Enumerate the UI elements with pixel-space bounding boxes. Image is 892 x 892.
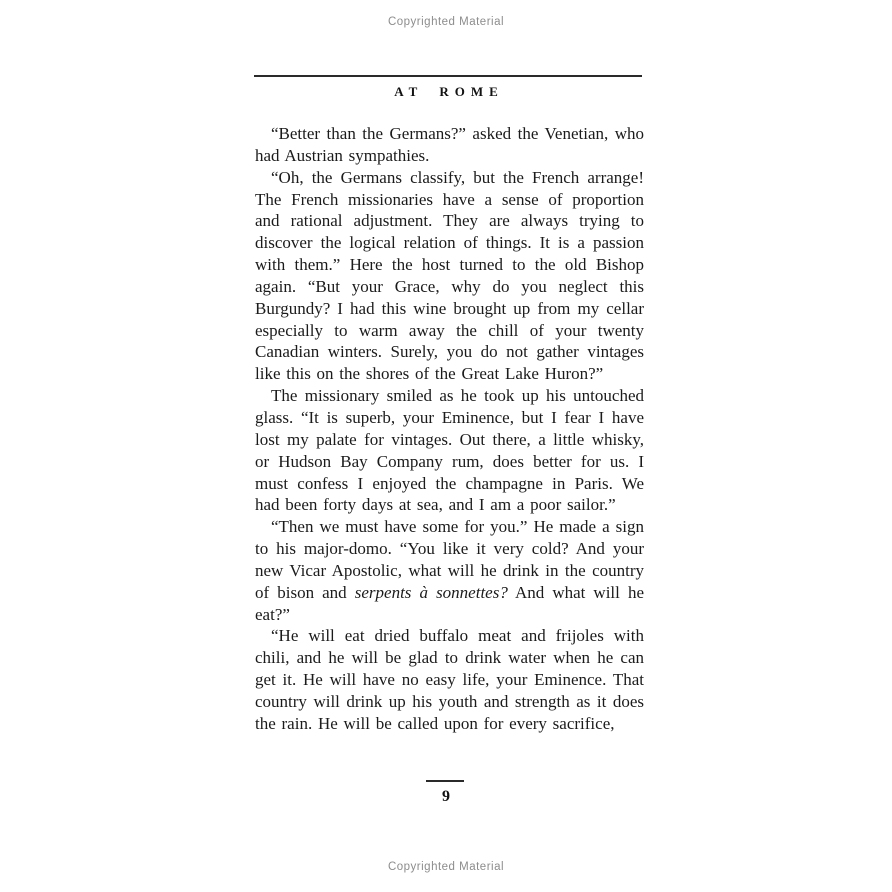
paragraph — [255, 167, 644, 385]
text-run: “Oh, the Germans classify, but the French arrange! The French missionaries have a sense of proportion and rational adjustment. They are always trying to discover the logical relation of things. It is a passion with them.” Here the host turned to the old Bishop again. “But your Grace, why do you neglect this Burgundy? I had this wine brought up from my cellar especially to warm away the chill of your twenty Canadian winters. Surely, you do not gather vintages like this on the shores of the Great Lake Huron?” — [255, 167, 644, 384]
page-number: 9 — [442, 788, 450, 805]
body-text — [255, 123, 644, 735]
text-run: And what will he eat?” — [255, 582, 644, 624]
text-run: “Better than the Germans?” asked the Venetian, who had Austrian sympathies. — [255, 124, 644, 165]
copyright-notice-bottom: Copyrighted Material — [387, 861, 505, 873]
text-run: “Then we must have some for you.” He made a sign to his major-domo. “You like it very cold? And your new Vicar Apostolic, what will he drink in the country of bison and — [255, 517, 644, 602]
chapter-header: AT ROME — [394, 84, 504, 99]
header-rule — [254, 75, 642, 77]
paragraph — [255, 123, 644, 167]
footer-rule — [426, 780, 464, 782]
text-run: “He will eat dried buffalo meat and frijoles with chili, and he will be glad to drink water when he can get it. He will have no easy life, your Eminence. That country will drink up his youth and strength as it does the rain. He will be called upon for every sacrifice, — [255, 626, 644, 733]
paragraph — [255, 625, 644, 734]
italic-run: serpents à sonnettes? — [354, 582, 508, 602]
paragraph — [255, 385, 644, 516]
copyright-notice-top: Copyrighted Material — [387, 16, 505, 28]
paragraph — [255, 516, 644, 625]
text-run: The missionary smiled as he took up his untouched glass. “It is superb, your Eminence, but I fear I have lost my palate for vintages. Out there, a little whisky, or Hudson Bay Company rum, does better for us. I must confess I enjoyed the champagne in Paris. We had been forty days at sea, and I am a poor sailor.” — [255, 386, 644, 515]
